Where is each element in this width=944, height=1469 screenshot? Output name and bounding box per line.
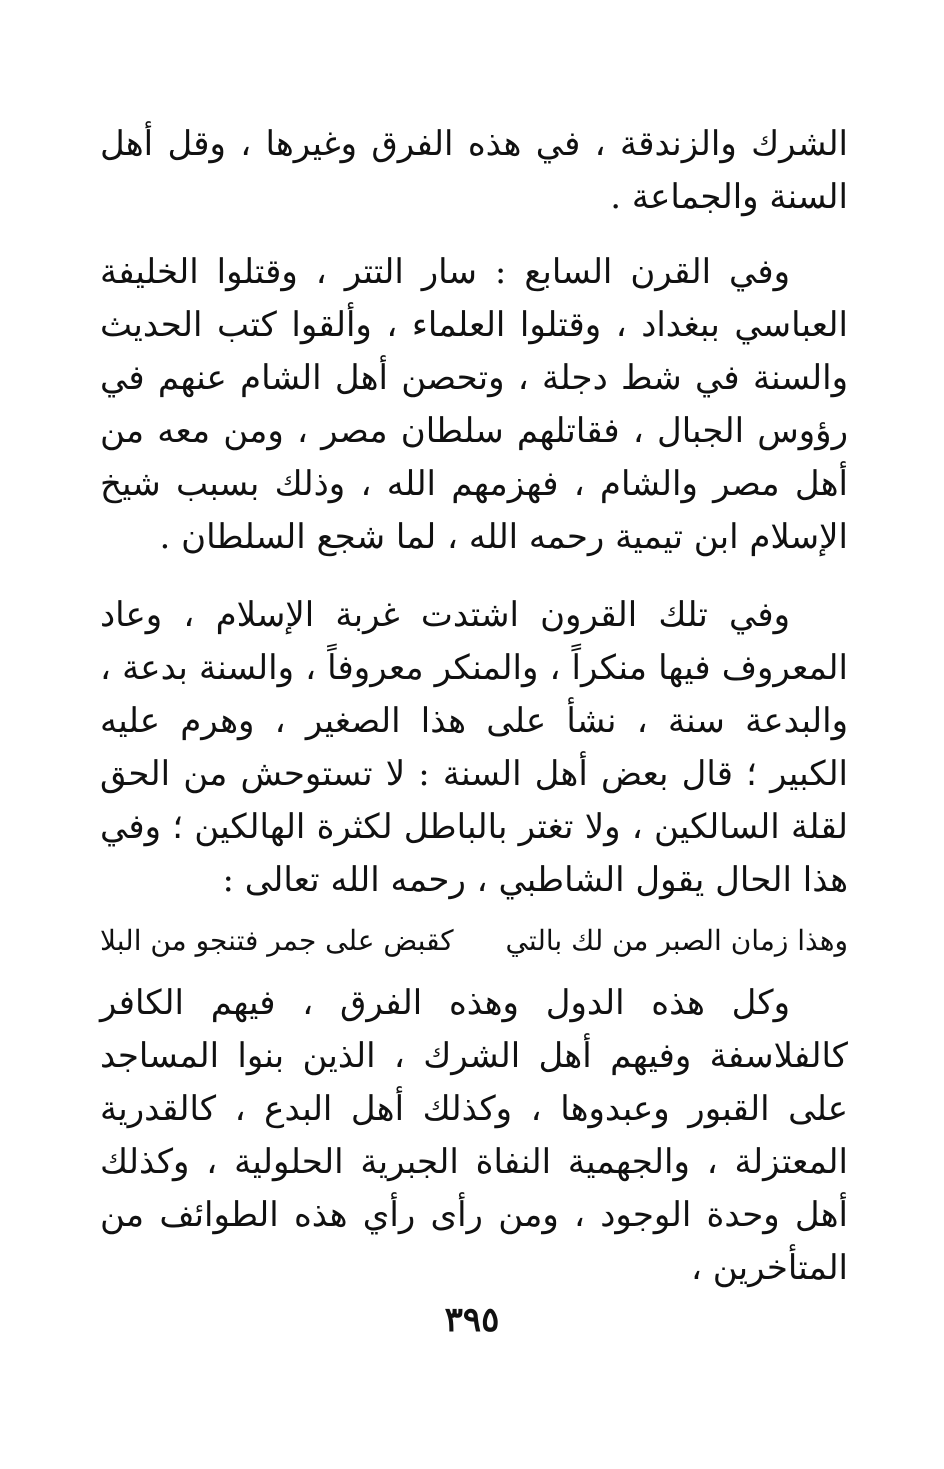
page-number: ٣٩٥ xyxy=(444,1300,500,1340)
page-body xyxy=(100,118,848,1295)
verse-first-hemistich: وهذا زمان الصبر من لك بالتي xyxy=(505,924,848,957)
verse-second-hemistich: كقبض على جمر فتنجو من البلا xyxy=(100,924,454,957)
paragraph-1: الشرك والزندقة ، في هذه الفرق وغيرها ، وقل أهل السنة والجماعة . xyxy=(100,124,848,217)
paragraph-2: وفي القرن السابع : سار التتر ، وقتلوا الخليفة العباسي ببغداد ، وقتلوا العلماء ، وألقوا كتب الحديث والسنة في شط دجلة ، وتحصن أهل الشام عنهم في رؤوس الجبال ، فقاتلهم سلطان مصر ، ومن معه من أهل مصر والشام ، فهزمهم الله ، وذلك بسبب شيخ الإسلام ابن تيمية رحمه الله ، لما شجع السلطان . xyxy=(100,252,848,557)
paragraph-4: وكل هذه الدول وهذه الفرق ، فيهم الكافر كالفلاسفة وفيهم أهل الشرك ، الذين بنوا المساجد على القبور وعبدوها ، وكذلك أهل البدع ، كالقدرية المعتزلة ، والجهمية النفاة الجبرية الحلولية ، وكذلك أهل وحدة الوجود ، ومن رأى رأي هذه الطوائف من المتأخرين ، xyxy=(100,983,848,1288)
poem-verse xyxy=(100,921,848,961)
paragraph-3: وفي تلك القرون اشتدت غربة الإسلام ، وعاد المعروف فيها منكراً ، والمنكر معروفاً ، والسنة بدعة ، والبدعة سنة ، نشأ على هذا الصغير ، وهرم عليه الكبير ؛ قال بعض أهل السنة : لا تستوحش من الحق لقلة السالكين ، ولا تغتر بالباطل لكثرة الهالكين ؛ وفي هذا الحال يقول الشاطبي ، رحمه الله تعالى : xyxy=(100,595,848,900)
